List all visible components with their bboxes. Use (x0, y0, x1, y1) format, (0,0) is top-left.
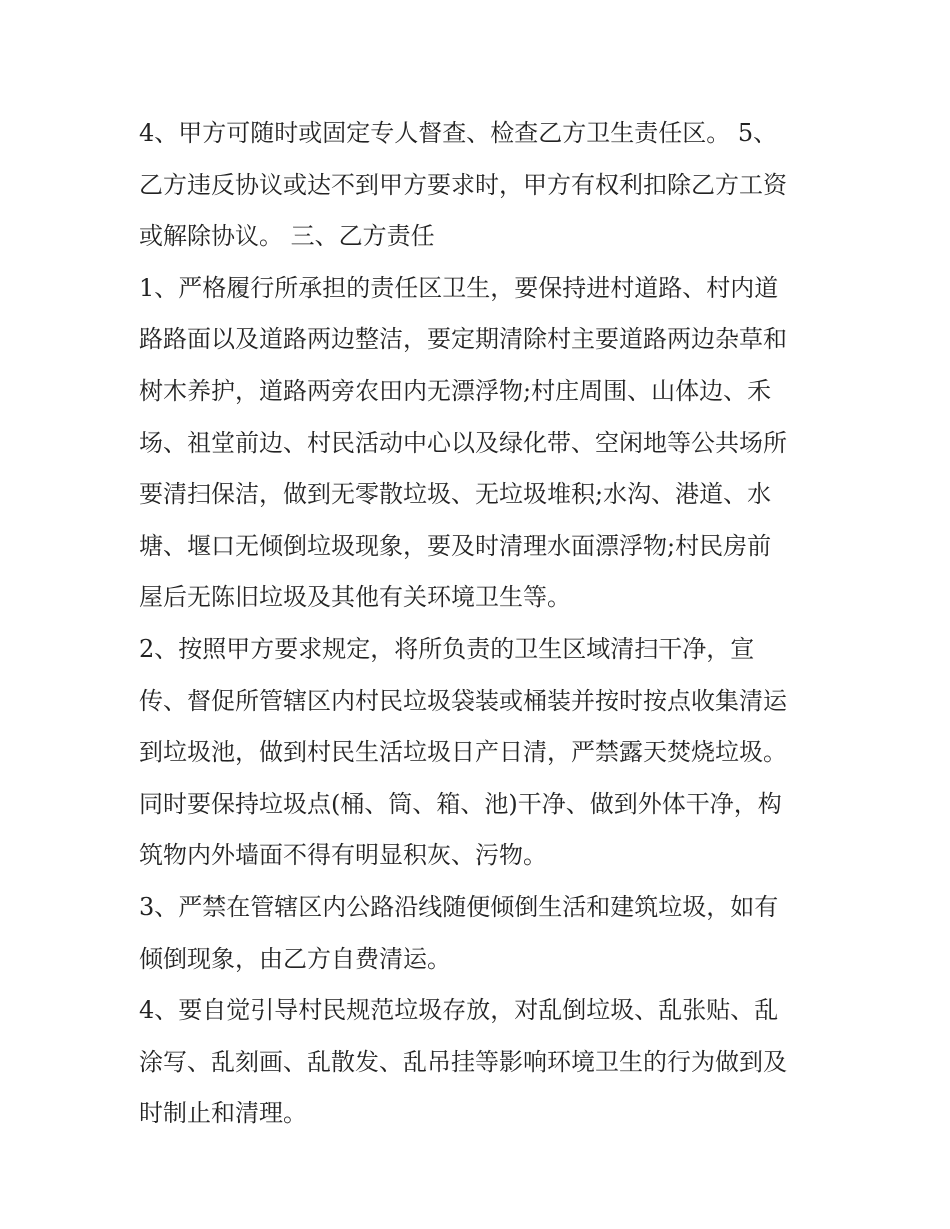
text-line: 筑物内外墙面不得有明显积灰、污物。 (139, 841, 547, 870)
text-line: 场、祖堂前边、村民活动中心以及绿化带、空闲地等公共场所 (139, 428, 787, 457)
text-line: 塘、堰口无倾倒垃圾现象，要及时清理水面漂浮物;村民房前 (139, 531, 772, 560)
text-line: 倾倒现象，由乙方自费清运。 (139, 944, 451, 973)
text-line: 同时要保持垃圾点(桶、筒、箱、池)干净、做到外体干净，构 (139, 789, 782, 818)
text-line: 要清扫保洁，做到无零散垃圾、无垃圾堆积;水沟、港道、水 (139, 480, 772, 509)
document-body (139, 108, 819, 1140)
text-line: 到垃圾池，做到村民生活垃圾日产日清，严禁露天焚烧垃圾。 (139, 738, 787, 767)
text-line: 涂写、乱刻画、乱散发、乱吊挂等影响环境卫生的行为做到及 (139, 1047, 787, 1076)
text-line: 屋后无陈旧垃圾及其他有关环境卫生等。 (139, 583, 571, 612)
text-line: 或解除协议。 三、乙方责任 (139, 222, 435, 251)
text-line: 传、督促所管辖区内村民垃圾袋装或桶装并按时按点收集清运 (139, 686, 787, 715)
text-line: 1、严格履行所承担的责任区卫生，要保持进村道路、村内道 (139, 273, 779, 302)
text-line: 4、甲方可随时或固定专人督查、检查乙方卫生责任区。 5、 (139, 119, 778, 147)
text-line: 时制止和清理。 (139, 1099, 307, 1128)
text-line: 路路面以及道路两边整洁，要定期清除村主要道路两边杂草和 (139, 325, 787, 354)
text-line: 乙方违反协议或达不到甲方要求时，甲方有权利扣除乙方工资 (139, 170, 787, 199)
text-line: 3、严禁在管辖区内公路沿线随便倾倒生活和建筑垃圾，如有 (139, 892, 779, 921)
text-line: 4、要自觉引导村民规范垃圾存放，对乱倒垃圾、乱张贴、乱 (139, 996, 779, 1025)
text-line: 2、按照甲方要求规定，将所负责的卫生区域清扫干净，宣 (139, 634, 755, 663)
text-line: 树木养护，道路两旁农田内无漂浮物;村庄周围、山体边、禾 (139, 376, 772, 405)
